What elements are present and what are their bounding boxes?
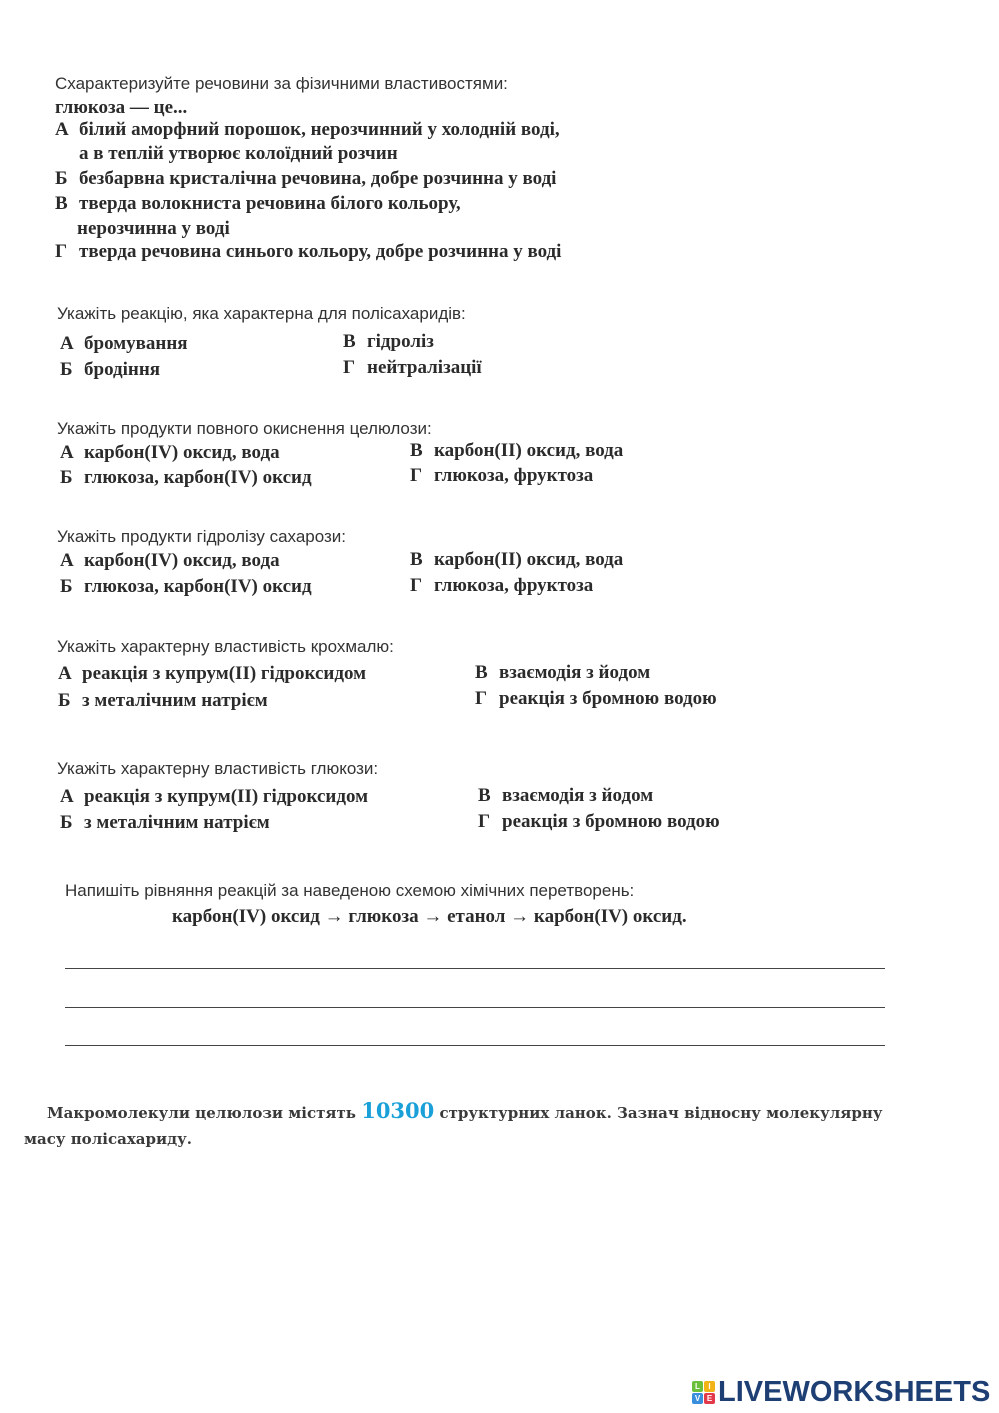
option-a: А реакція з купрум(II) гідроксидом [60,786,369,807]
highlighted-number: 10300 [361,1098,435,1123]
option-b: Б з металічним натрієм [60,812,270,833]
option-a: А карбон(IV) оксид, вода [60,550,280,571]
option-g: Г тверда речовина синього кольору, добре розчинна у воді [55,241,562,262]
question-3-heading: Укажіть продукти повного окиснення целюлози: [57,419,432,438]
question-2-heading: Укажіть реакцію, яка характерна для полісахаридів: [57,304,466,323]
option-v: В карбон(II) оксид, вода [410,440,624,461]
option-a: А карбон(IV) оксид, вода [60,442,280,463]
option-g: Г реакція з бромною водою [478,811,720,832]
reaction-scheme: карбон(IV) оксид → глюкоза → етанол → карбон(IV) оксид. [172,906,687,927]
question-4-heading: Укажіть продукти гідролізу сахарози: [57,527,347,546]
task-paragraph-line-1: Макромолекули целюлози містять 10300 структурних ланок. Зазнач відносну молекулярну [47,1098,883,1123]
option-v: В карбон(II) оксид, вода [410,549,624,570]
question-6-heading: Укажіть характерну властивість глюкози: [57,759,379,778]
option-a: А білий аморфний порошок, нерозчинний у холодній воді, [55,119,560,140]
option-g: Г реакція з бромною водою [475,688,717,709]
option-v: В взаємодія з йодом [475,662,651,683]
option-a: А бромування [60,333,188,354]
option-a: А реакція з купрум(II) гідроксидом [58,663,367,684]
option-b: Б з металічним натрієм [58,690,268,711]
option-b: Б бродіння [60,359,161,380]
option-v: В гідроліз [343,331,434,352]
answer-line-3[interactable] [65,1045,885,1046]
option-b: Б безбарвна кристалічна речовина, добре розчинна у воді [55,168,557,189]
option-a-continued: а в теплій утворює колоїдний розчин [79,143,398,164]
option-v: В взаємодія з йодом [478,785,654,806]
question-7-heading: Напишіть рівняння реакцій за наведеною схемою хімічних перетворень: [65,881,635,900]
liveworksheets-logo [692,1376,990,1409]
question-5-heading: Укажіть характерну властивість крохмалю: [57,637,394,656]
task-paragraph-line-2: масу полісахариду. [24,1130,192,1148]
question-1-subheading: глюкоза — це... [55,97,188,118]
option-g: Г глюкоза, фруктоза [410,465,594,486]
option-g: Г нейтралізації [343,357,482,378]
option-b: Б глюкоза, карбон(IV) оксид [60,467,312,488]
option-v-continued: нерозчинна у воді [77,218,230,239]
answer-line-1[interactable] [65,968,885,969]
option-g: Г глюкоза, фруктоза [410,575,594,596]
logo-text: LIVEWORKSHEETS [718,1376,991,1408]
option-b: Б глюкоза, карбон(IV) оксид [60,576,312,597]
option-v: В тверда волокниста речовина білого кольору, [55,193,461,214]
answer-line-2[interactable] [65,1007,885,1008]
logo-tiles-icon: L I V E [692,1381,715,1404]
question-1-heading: Схарактеризуйте речовини за фізичними властивостями: [55,74,508,93]
